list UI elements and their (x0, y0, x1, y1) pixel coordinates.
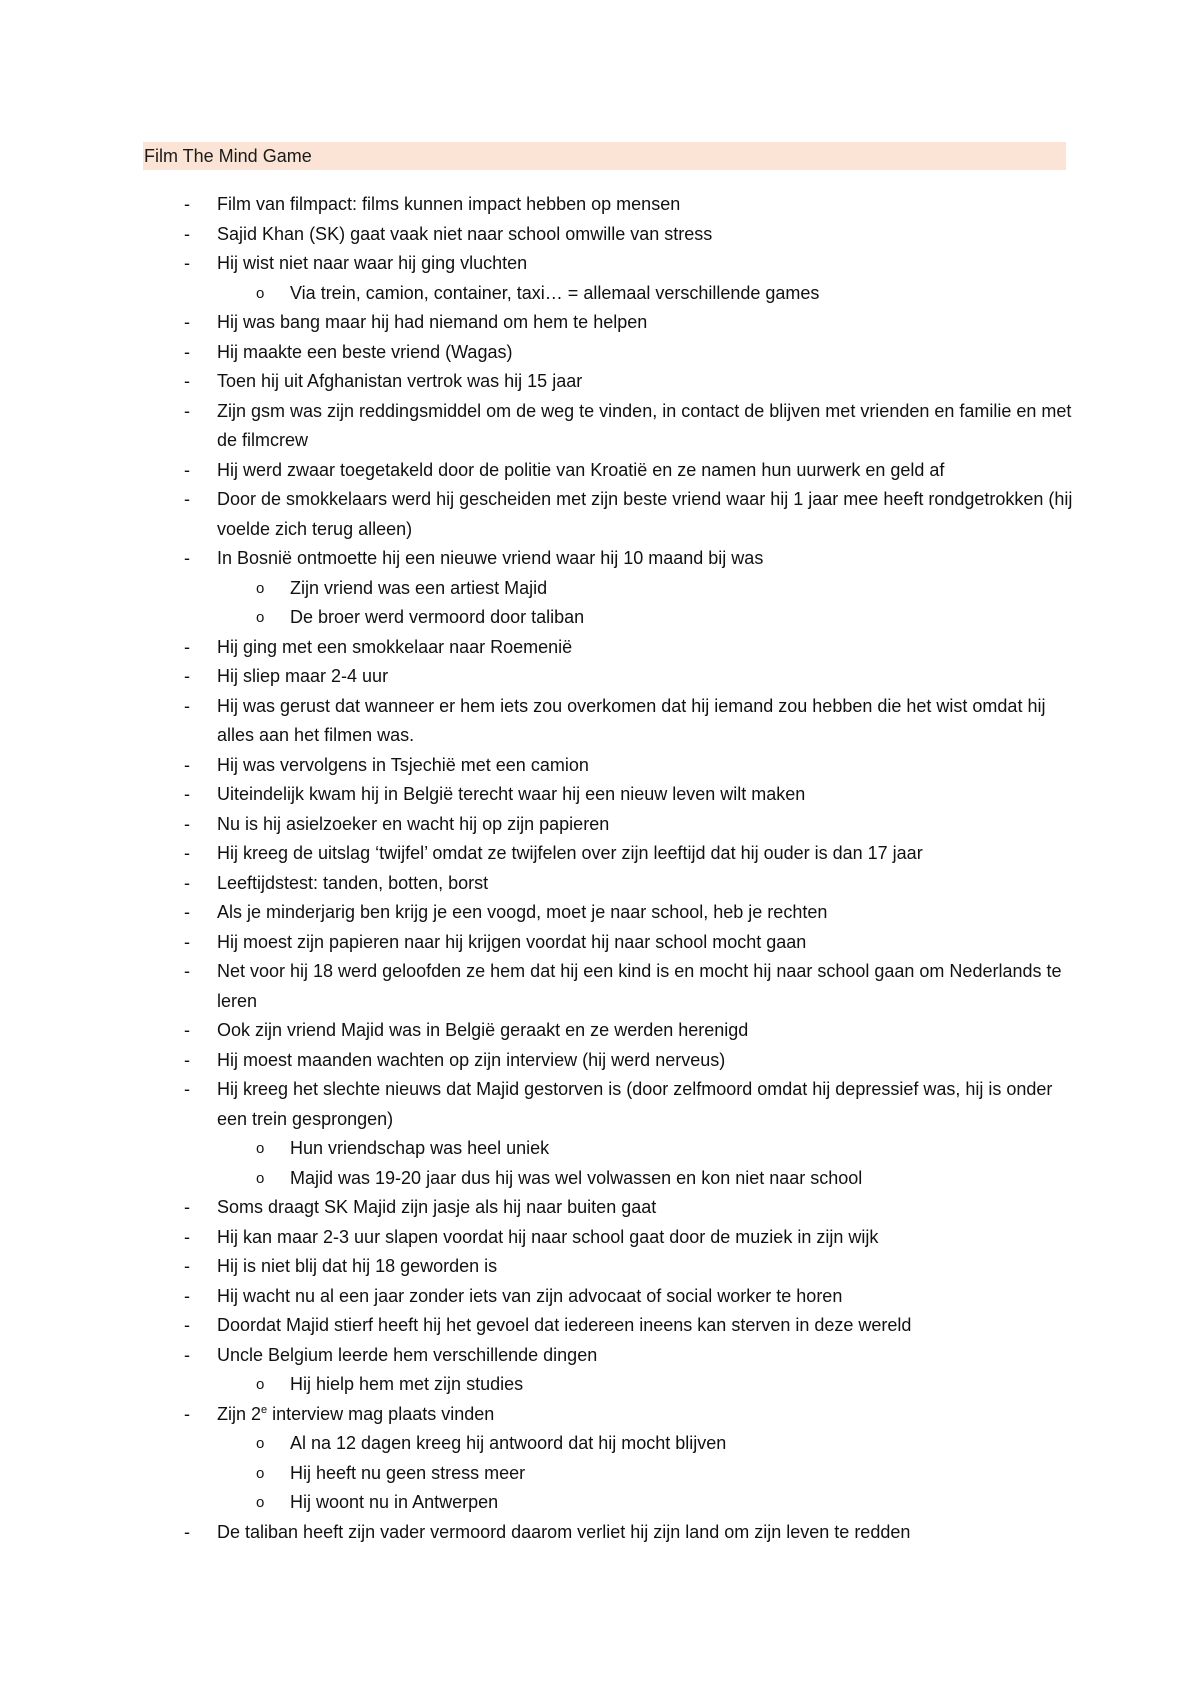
bullet-text: Door de smokkelaars werd hij gescheiden met zijn beste vriend waar hij 1 jaar mee heeft rondgetrokken (hij voelde zich terug alleen) (217, 489, 1073, 539)
bullet-item (0, 485, 1200, 544)
bullet-text (217, 1400, 1077, 1430)
circle-bullet-marker: o (256, 1435, 265, 1452)
dash-bullet-marker: - (184, 1256, 190, 1276)
bullet-item (0, 308, 1200, 338)
bullet-item (0, 810, 1200, 840)
dash-bullet-marker: - (184, 1226, 190, 1247)
dash-bullet-marker: - (184, 695, 190, 716)
dash-bullet-marker: - (184, 784, 190, 804)
bullet-text: Zijn vriend was een artiest Majid (290, 577, 548, 598)
dash-bullet-marker: - (184, 931, 190, 952)
dash-bullet-marker: - (184, 754, 190, 775)
bullet-item (0, 456, 1200, 486)
sub-bullet-item (0, 1429, 1200, 1459)
bullet-item (0, 338, 1200, 368)
document-title: Film The Mind Game (143, 142, 1066, 170)
superscript: e (261, 1403, 268, 1416)
bullet-item (0, 397, 1200, 456)
dash-bullet-marker: - (184, 312, 190, 332)
bullet-item (0, 633, 1200, 663)
bullet-item (0, 190, 1200, 220)
bullet-text: Film van filmpact: films kunnen impact hebben op mensen (217, 194, 681, 214)
circle-bullet-marker: o (256, 579, 265, 597)
bullet-text: Hij hielp hem met zijn studies (290, 1374, 524, 1394)
circle-bullet-marker: o (256, 609, 265, 626)
bullet-item (0, 751, 1200, 781)
dash-bullet-marker: - (184, 489, 190, 509)
notes-list (0, 190, 1200, 1547)
dash-bullet-marker: - (184, 961, 190, 981)
circle-bullet-marker: o (256, 284, 265, 302)
bullet-text: Toen hij uit Afghanistan vertrok was hij 15 jaar (217, 371, 583, 391)
dash-bullet-marker: - (184, 400, 190, 421)
bullet-item (0, 220, 1200, 250)
dash-bullet-marker: - (184, 902, 190, 922)
bullet-item (0, 367, 1200, 397)
dash-bullet-marker: - (184, 253, 190, 273)
dash-bullet-marker: - (184, 1315, 190, 1335)
bullet-item (0, 1311, 1200, 1341)
bullet-item (0, 928, 1200, 958)
bullet-item (0, 249, 1200, 279)
bullet-item (0, 957, 1200, 1016)
circle-bullet-marker: o (256, 1376, 265, 1393)
bullet-text: Via trein, camion, container, taxi… = allemaal verschillende games (290, 282, 820, 303)
bullet-text: Hij sliep maar 2-4 uur (217, 666, 389, 686)
dash-bullet-marker: - (184, 1344, 190, 1365)
bullet-text: Hij ging met een smokkelaar naar Roemenië (217, 636, 573, 657)
circle-bullet-marker: o (256, 1494, 265, 1511)
dash-bullet-marker: - (184, 1020, 190, 1040)
dash-bullet-marker: - (184, 843, 190, 863)
dash-bullet-marker: - (184, 194, 190, 214)
bullet-text: Hij maakte een beste vriend (Wagas) (217, 341, 513, 362)
bullet-item (0, 1252, 1200, 1282)
bullet-item (0, 1193, 1200, 1223)
bullet-text: Hij werd zwaar toegetakeld door de politie van Kroatië en ze namen hun uurwerk en geld af (217, 459, 945, 480)
bullet-text: Majid was 19-20 jaar dus hij was wel volwassen en kon niet naar school (290, 1167, 863, 1188)
dash-bullet-marker: - (184, 636, 190, 657)
bullet-text: De taliban heeft zijn vader vermoord daarom verliet hij zijn land om zijn leven te redden (217, 1521, 911, 1542)
sub-bullet-item (0, 574, 1200, 604)
dash-bullet-marker: - (184, 813, 190, 834)
circle-bullet-marker: o (256, 1169, 265, 1187)
bullet-item (0, 898, 1200, 928)
bullet-text-part: interview mag plaats vinden (267, 1403, 495, 1424)
sub-bullet-item (0, 1134, 1200, 1164)
dash-bullet-marker: - (184, 459, 190, 480)
bullet-text: Hij kreeg het slechte nieuws dat Majid gestorven is (door zelfmoord omdat hij depressief was, hij is onder een trein gesprongen) (217, 1079, 1053, 1129)
bullet-text: Hij moest maanden wachten op zijn interview (hij werd nerveus) (217, 1049, 726, 1070)
bullet-text: Als je minderjarig ben krijg je een voogd, moet je naar school, heb je rechten (217, 902, 828, 922)
bullet-item (0, 1282, 1200, 1312)
bullet-text: Hij wist niet naar waar hij ging vluchten (217, 253, 528, 273)
bullet-text: Hun vriendschap was heel uniek (290, 1138, 550, 1158)
bullet-text: In Bosnië ontmoette hij een nieuwe vriend waar hij 10 maand bij was (217, 548, 764, 568)
sub-bullet-item (0, 279, 1200, 309)
dash-bullet-marker: - (184, 341, 190, 362)
bullet-text: De broer werd vermoord door taliban (290, 607, 585, 627)
dash-bullet-marker: - (184, 1197, 190, 1217)
bullet-text: Hij kreeg de uitslag ‘twijfel’ omdat ze twijfelen over zijn leeftijd dat hij ouder is dan 17 jaar (217, 843, 923, 863)
bullet-text: Doordat Majid stierf heeft hij het gevoel dat iedereen ineens kan sterven in deze wereld (217, 1315, 912, 1335)
bullet-text: Net voor hij 18 werd geloofden ze hem dat hij een kind is en mocht hij naar school gaan om Nederlands te leren (217, 961, 1062, 1011)
bullet-text: Hij was bang maar hij had niemand om hem te helpen (217, 312, 648, 332)
dash-bullet-marker: - (184, 371, 190, 391)
circle-bullet-marker: o (256, 1464, 265, 1482)
dash-bullet-marker: - (184, 1403, 190, 1424)
bullet-text: Hij is niet blij dat hij 18 geworden is (217, 1256, 498, 1276)
bullet-text: Hij woont nu in Antwerpen (290, 1492, 499, 1512)
bullet-text: Al na 12 dagen kreeg hij antwoord dat hij mocht blijven (290, 1433, 727, 1453)
sub-bullet-item (0, 1164, 1200, 1194)
sub-bullet-item (0, 1459, 1200, 1489)
bullet-text-part: Zijn 2 (217, 1403, 262, 1424)
bullet-item (0, 1223, 1200, 1253)
bullet-text: Sajid Khan (SK) gaat vaak niet naar school omwille van stress (217, 223, 713, 244)
dash-bullet-marker: - (184, 1079, 190, 1099)
bullet-text: Leeftijdstest: tanden, botten, borst (217, 872, 489, 893)
bullet-item (0, 839, 1200, 869)
bullet-item (0, 1341, 1200, 1371)
bullet-item (0, 1518, 1200, 1548)
bullet-text: Uiteindelijk kwam hij in België terecht waar hij een nieuw leven wilt maken (217, 784, 806, 804)
bullet-text: Zijn gsm was zijn reddingsmiddel om de weg te vinden, in contact de blijven met vrienden en familie en met de filmcrew (217, 400, 1072, 450)
bullet-text: Soms draagt SK Majid zijn jasje als hij naar buiten gaat (217, 1197, 657, 1217)
bullet-item (0, 1016, 1200, 1046)
dash-bullet-marker: - (184, 872, 190, 893)
bullet-item (0, 869, 1200, 899)
bullet-text: Nu is hij asielzoeker en wacht hij op zijn papieren (217, 813, 610, 834)
bullet-item (0, 544, 1200, 574)
bullet-text: Hij heeft nu geen stress meer (290, 1462, 526, 1483)
bullet-item (0, 1046, 1200, 1076)
bullet-text: Uncle Belgium leerde hem verschillende dingen (217, 1344, 598, 1365)
bullet-item (0, 780, 1200, 810)
dash-bullet-marker: - (184, 1521, 190, 1542)
circle-bullet-marker: o (256, 1140, 265, 1157)
bullet-text: Hij wacht nu al een jaar zonder iets van zijn advocaat of social worker te horen (217, 1285, 843, 1306)
bullet-text: Ook zijn vriend Majid was in België geraakt en ze werden herenigd (217, 1020, 749, 1040)
dash-bullet-marker: - (184, 223, 190, 244)
bullet-text: Hij moest zijn papieren naar hij krijgen voordat hij naar school mocht gaan (217, 931, 807, 952)
bullet-text: Hij was gerust dat wanneer er hem iets zou overkomen dat hij iemand zou hebben die het wist omdat hij alles aan het filmen was. (217, 695, 1046, 745)
bullet-item (0, 1075, 1200, 1134)
bullet-item (0, 1400, 1200, 1430)
bullet-item (0, 692, 1200, 751)
bullet-item (0, 662, 1200, 692)
dash-bullet-marker: - (184, 1049, 190, 1070)
sub-bullet-item (0, 603, 1200, 633)
bullet-text: Hij kan maar 2-3 uur slapen voordat hij naar school gaat door de muziek in zijn wijk (217, 1226, 879, 1247)
sub-bullet-item (0, 1488, 1200, 1518)
dash-bullet-marker: - (184, 548, 190, 568)
bullet-text: Hij was vervolgens in Tsjechië met een camion (217, 754, 589, 775)
sub-bullet-item (0, 1370, 1200, 1400)
dash-bullet-marker: - (184, 1285, 190, 1306)
dash-bullet-marker: - (184, 666, 190, 686)
